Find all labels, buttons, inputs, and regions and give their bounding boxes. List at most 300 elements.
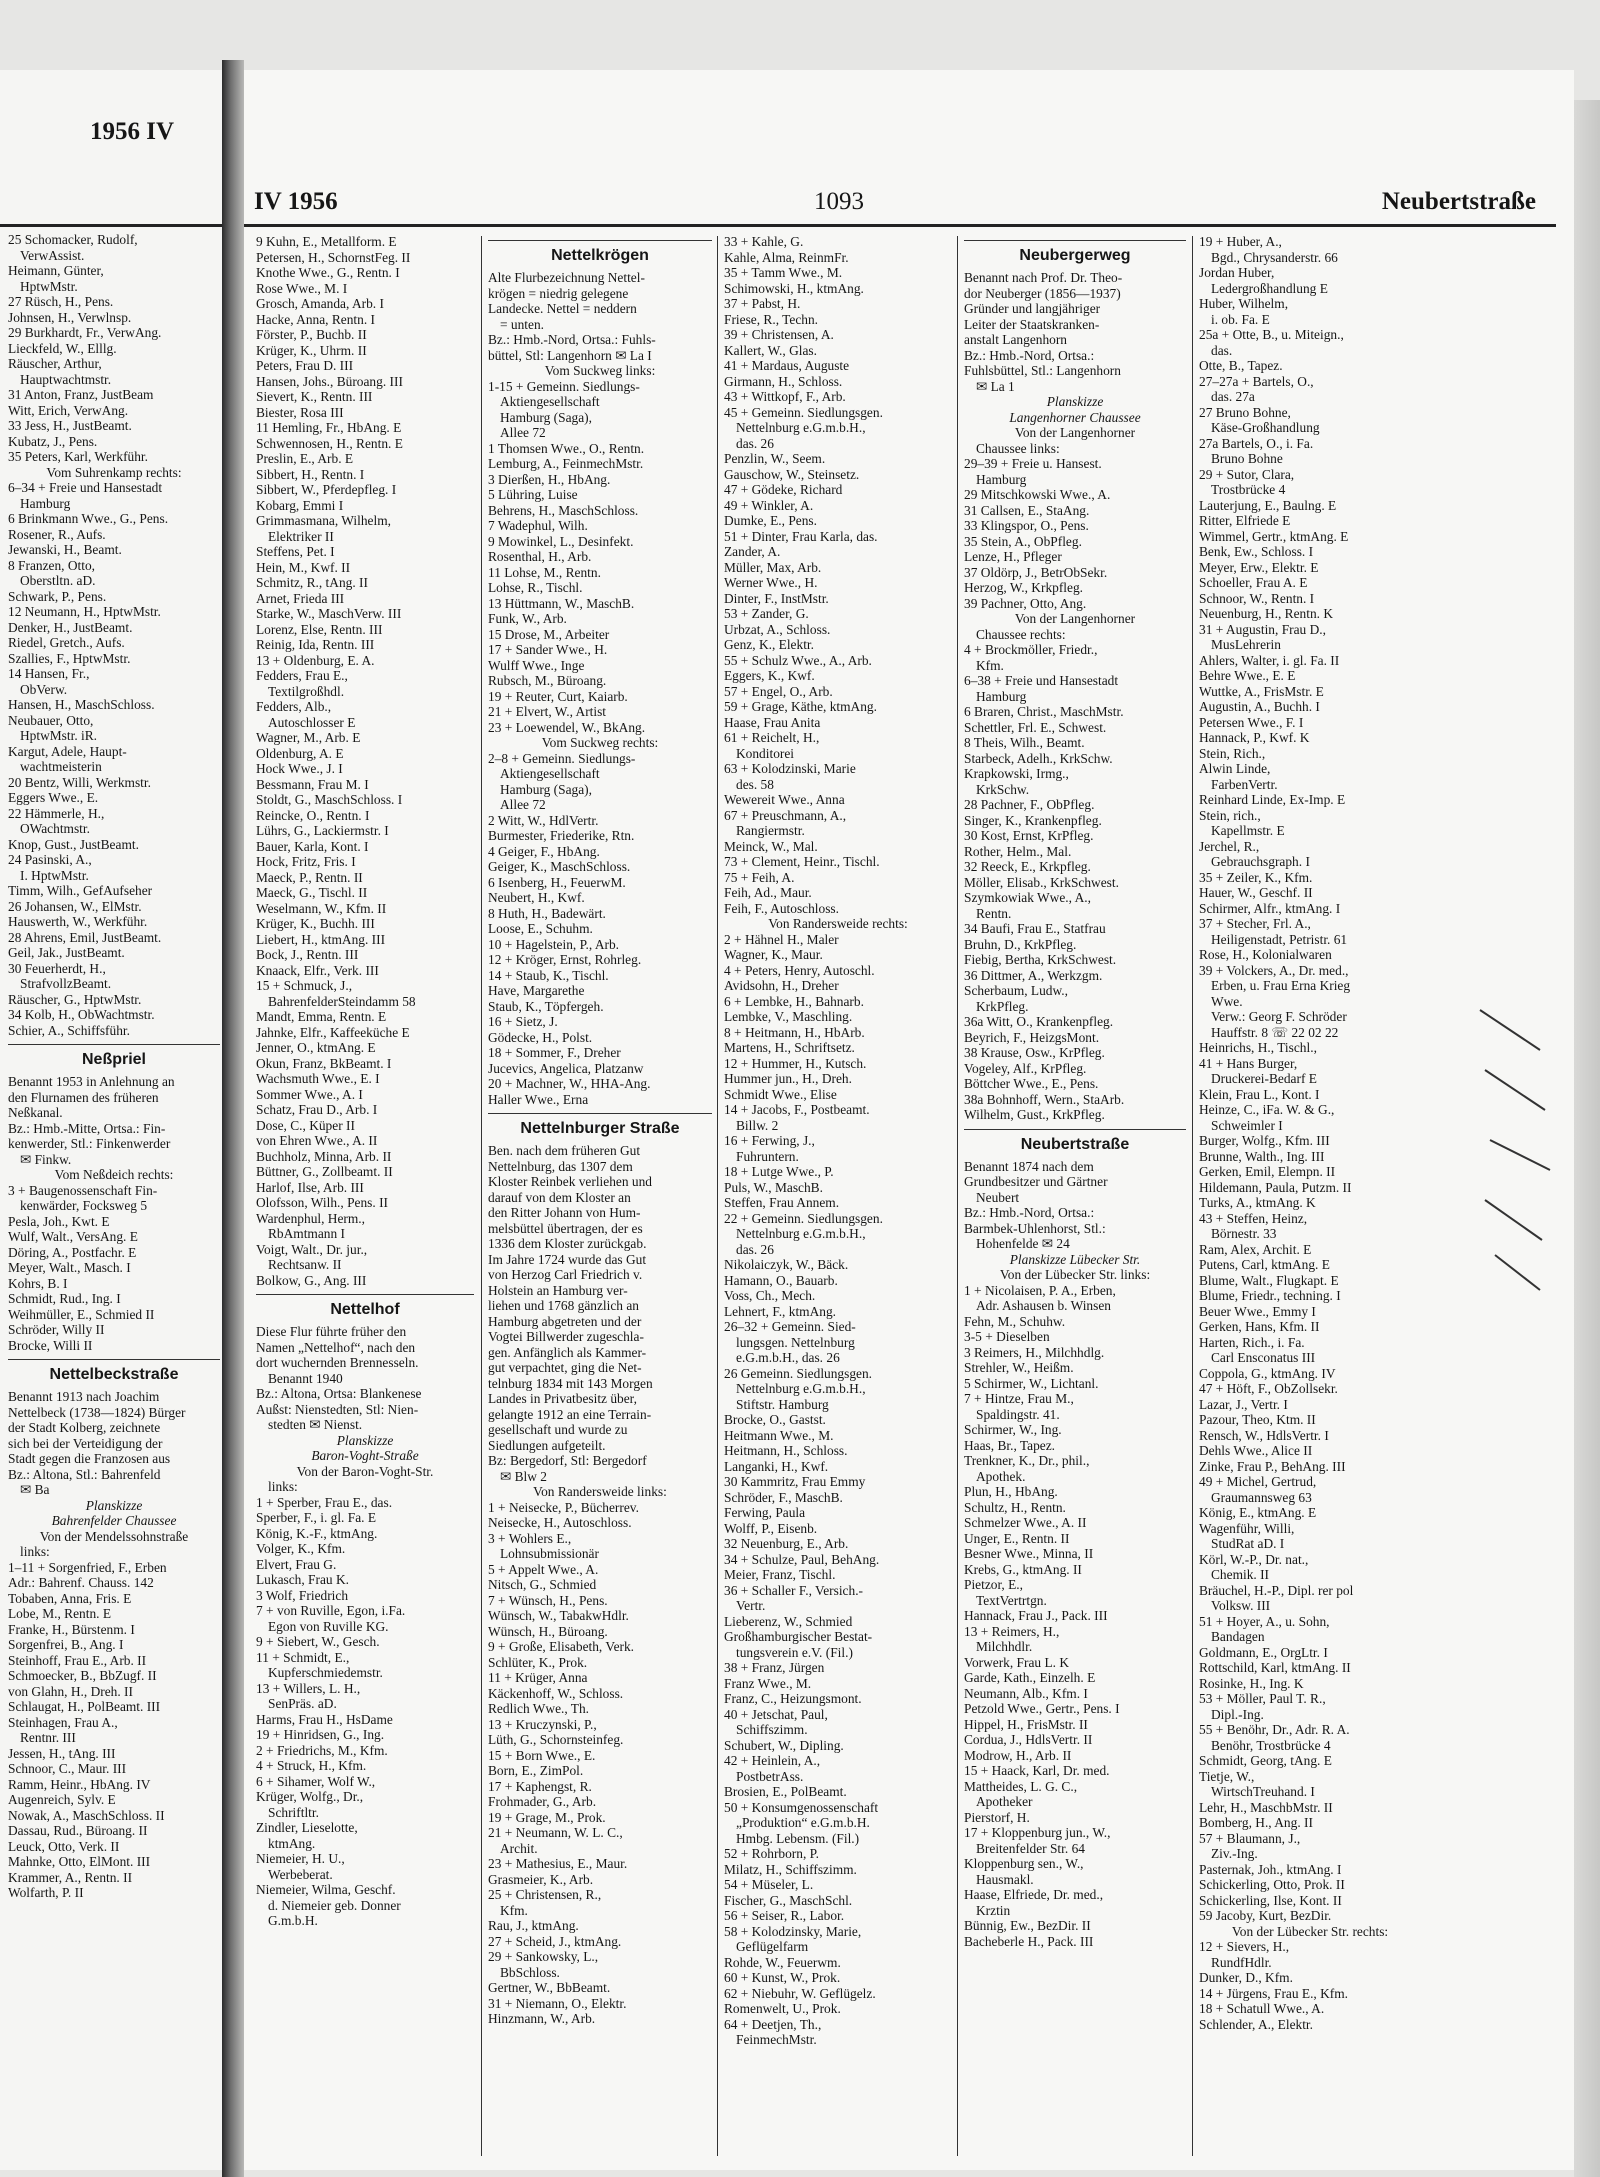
directory-entry: 2 + Hähnel H., Maler: [724, 931, 839, 947]
directory-entry: 21 + Elvert, W., Artist: [488, 704, 607, 719]
directory-entry-continuation: Hohenfelde ✉ 24: [976, 1236, 1070, 1251]
directory-entry: Jahnke, Elfr., Kaffeeküche E: [256, 1024, 410, 1040]
directory-entry: Petersen Wwe., F. I: [1199, 714, 1304, 730]
directory-entry: Rubsch, M., Büroang.: [488, 673, 607, 688]
directory-entry: 9 + Große, Elisabeth, Verk.: [488, 1639, 635, 1654]
directory-entry-continuation: Schiffszimm.: [736, 1722, 808, 1737]
directory-entry: Haase, Frau Anita: [724, 714, 821, 730]
directory-entry: 4 + Peters, Henry, Autoschl.: [724, 962, 875, 978]
directory-entry: 45 + Gemeinn. Siedlungsgen.: [724, 404, 883, 420]
directory-entry-continuation: Hauffstr. 8 ☏ 22 02 22: [1211, 1024, 1339, 1040]
directory-entry-continuation: Schweimler I: [1211, 1117, 1283, 1133]
directory-entry: Wolfarth, P. II: [8, 1885, 84, 1900]
directory-entry: 15 + Schmuck, J.,: [256, 978, 353, 993]
directory-entry-continuation: Nettelnburg e.G.m.b.H.,: [736, 420, 866, 435]
directory-entry: Steffens, Pet. I: [256, 544, 335, 559]
directory-entry-continuation: Benannt 1940: [268, 1370, 343, 1386]
directory-entry: Nowak, A., MaschSchloss. II: [8, 1807, 165, 1823]
directory-entry: Blume, Walt., Flugkapt. E: [1199, 1272, 1339, 1288]
directory-entry-continuation: Hamburg: [20, 495, 71, 511]
directory-entry: Gödecke, H., Polst.: [488, 1029, 593, 1045]
directory-entry: Jucevics, Angelica, Platzanw: [488, 1060, 644, 1076]
directory-entry: büttel, Stl: Langenhorn ✉ La I: [488, 347, 652, 363]
directory-entry: 30 Kammritz, Frau Emmy: [724, 1474, 866, 1489]
directory-entry-continuation: Fuhruntern.: [736, 1148, 799, 1164]
directory-entry: 12 + Sievers, H.,: [1199, 1939, 1290, 1954]
directory-entry: 6 + Lembke, H., Bahnarb.: [724, 993, 864, 1009]
directory-entry-continuation: das. 26: [736, 435, 774, 451]
directory-entry: 14 Hansen, Fr.,: [8, 666, 90, 681]
directory-entry: 31 Anton, Franz, JustBeam: [8, 387, 154, 402]
directory-entry-continuation: Börnestr. 33: [1211, 1226, 1277, 1241]
directory-entry: Wachsmuth Wwe., E. I: [256, 1071, 380, 1086]
directory-entry: Neumann, Alb., Kfm. I: [964, 1685, 1088, 1701]
directory-entry: Starbeck, Adelh., KrkSchw.: [964, 750, 1113, 766]
directory-entry-continuation: Ledergroßhandlung E: [1211, 280, 1328, 296]
directory-entry: Nettelnburg, das 1307 dem: [488, 1158, 633, 1174]
directory-entry: 34 Baufi, Frau E., Statfrau: [964, 921, 1106, 936]
directory-entry: 27 Rüsch, H., Pens.: [8, 294, 114, 309]
directory-entry-continuation: Chemik. II: [1211, 1567, 1270, 1582]
directory-entry: 73 + Clement, Heinr., Tischl.: [724, 854, 880, 869]
directory-entry-continuation: Heiligenstadt, Petristr. 61: [1211, 931, 1348, 947]
directory-entry: Vorwerk, Frau L. K: [964, 1654, 1069, 1670]
directory-entry: Maeck, P., Rentn. II: [256, 869, 363, 885]
directory-entry: 6–38 + Freie und Hansestadt: [964, 673, 1119, 688]
column-divider: [1192, 236, 1193, 2156]
directory-entry: 20 Bentz, Willi, Werkmstr.: [8, 774, 151, 790]
directory-entry-continuation: Billw. 2: [736, 1117, 779, 1133]
directory-entry: Sievert, K., Rentn. III: [256, 389, 373, 404]
directory-entry: 32 Reeck, E., Krkpfleg.: [964, 859, 1091, 874]
directory-entry: 42 + Heinlein, A.,: [724, 1753, 821, 1768]
directory-entry: Lenze, H., Pfleger: [964, 549, 1062, 564]
directory-entry: Wünsch, W., TabakwHdlr.: [488, 1608, 629, 1623]
directory-entry: 30 Feuerherdt, H.,: [8, 960, 106, 976]
plan-sketch-note: Planskizze: [336, 1432, 394, 1448]
directory-entry: Grosch, Amanda, Arb. I: [256, 296, 384, 311]
column-divider: [717, 236, 718, 2156]
directory-entry: Franke, H., Bürstenm. I: [8, 1621, 135, 1637]
directory-entry: Harms, Frau H., HsDame: [256, 1711, 393, 1727]
directory-entry: Scherbaum, Ludw.,: [964, 983, 1068, 998]
directory-entry: von Glahn, H., Dreh. II: [8, 1683, 133, 1699]
directory-entry: Schröder, Willy II: [8, 1322, 105, 1337]
handwritten-margin-marks: [1470, 1000, 1560, 1300]
directory-entry-continuation: ktmAng.: [268, 1835, 316, 1851]
directory-entry: Krammer, A., Rentn. II: [8, 1869, 133, 1885]
directory-entry: Schwennosen, H., Rentn. E: [256, 435, 403, 451]
directory-entry: Eggers, K., Kwf.: [724, 668, 815, 683]
directory-entry: 9 Kuhn, E., Metallform. E: [256, 234, 397, 249]
plan-sketch-note: Bahrenfelder Chaussee: [51, 1513, 177, 1528]
directory-entry: Gertner, W., BbBeamt.: [488, 1980, 611, 1995]
directory-entry: Elvert, Frau G.: [256, 1556, 337, 1572]
directory-entry: Jordan Huber,: [1199, 265, 1275, 280]
directory-entry: Behrens, H., MaschSchloss.: [488, 502, 639, 518]
directory-entry: König, K.-F., ktmAng.: [256, 1525, 378, 1541]
street-heading: Nettelbeckstraße: [8, 1359, 220, 1386]
directory-entry: Augenreich, Sylv. E: [8, 1792, 116, 1807]
directory-entry: Huber, Wilhelm,: [1199, 296, 1289, 311]
directory-entry: Liebert, H., ktmAng. III: [256, 931, 386, 947]
directory-entry: Puls, W., MaschB.: [724, 1179, 823, 1195]
directory-entry: Feih, Ad., Maur.: [724, 885, 812, 900]
directory-entry: 12 Neumann, H., HptwMstr.: [8, 604, 161, 619]
left-page-column: [8, 232, 220, 2162]
directory-entry-continuation: links:: [268, 1479, 298, 1494]
directory-entry: Have, Margarethe: [488, 983, 585, 998]
directory-entry-continuation: Rentnr. III: [20, 1730, 76, 1745]
directory-entry: Schier, A., Schiffsführ.: [8, 1022, 130, 1038]
directory-entry-continuation: Erben, u. Frau Erna Krieg: [1211, 978, 1351, 993]
directory-entry: Bräuchel, H.-P., Dipl. rer pol: [1199, 1582, 1354, 1598]
directory-entry-continuation: Apothek.: [976, 1468, 1026, 1484]
directory-entry: Diese Flur führte früher den: [256, 1324, 407, 1339]
directory-entry: 11 + Krüger, Anna: [488, 1670, 588, 1685]
directory-entry: 21 + Neumann, W. L. C.,: [488, 1825, 623, 1840]
directory-entry: Wünsch, H., Büroang.: [488, 1623, 608, 1639]
directory-entry-continuation: Nettelnburg e.G.m.b.H.,: [736, 1226, 866, 1241]
directory-entry: Turks, A., ktmAng. K: [1199, 1195, 1316, 1210]
directory-entry: 49 + Michel, Gertrud,: [1199, 1474, 1317, 1489]
directory-entry: Otte, B., Tapez.: [1199, 358, 1283, 373]
directory-entry: 3 + Baugenossenschaft Fin-: [8, 1182, 158, 1198]
directory-entry: Wuttke, A., FrisMstr. E: [1199, 683, 1324, 699]
directory-entry: dor Neuberger (1856—1937): [964, 285, 1121, 301]
directory-entry: 7 + Wünsch, H., Pens.: [488, 1592, 608, 1608]
directory-entry: 14 + Jacobs, F., Postbeamt.: [724, 1102, 870, 1117]
directory-entry: 23 + Mathesius, E., Maur.: [488, 1856, 628, 1871]
directory-entry-continuation: Chaussee links:: [976, 440, 1060, 456]
directory-entry-continuation: Rangiermstr.: [736, 823, 805, 838]
directory-entry-continuation: Kupferschmiedemstr.: [268, 1665, 383, 1680]
directory-entry: gesellschaft und wurde zu: [488, 1422, 628, 1437]
directory-entry: 27 + Scheid, J., ktmAng.: [488, 1933, 622, 1949]
directory-entry: Lohse, R., Tischl.: [488, 580, 583, 595]
directory-entry: 16 + Sietz, J.: [488, 1014, 558, 1029]
directory-entry: Alte Flurbezeichnung Nettel-: [488, 270, 645, 285]
directory-entry: 8 Theis, Wilh., Beamt.: [964, 735, 1085, 750]
directory-entry-continuation: Breitenfelder Str. 64: [976, 1840, 1085, 1856]
directory-entry-continuation: FarbenVertr.: [1211, 776, 1278, 792]
directory-entry: Steinhagen, Frau A.,: [8, 1714, 118, 1730]
directory-entry: Kargut, Adele, Haupt-: [8, 743, 127, 759]
directory-entry: Meyer, Walt., Masch. I: [8, 1260, 131, 1275]
directory-entry: 59 + Grage, Käthe, ktmAng.: [724, 699, 877, 714]
directory-column-3: [724, 234, 952, 2164]
directory-entry: 19 + Reuter, Curt, Kaiarb.: [488, 688, 628, 704]
directory-entry: 3 Reimers, H., Milchhdlg.: [964, 1344, 1105, 1360]
directory-entry: Brocke, O., Gastst.: [724, 1412, 826, 1427]
directory-entry: Adr.: Bahrenf. Chauss. 142: [8, 1575, 154, 1590]
directory-entry: Gerken, Emil, Elempn. II: [1199, 1164, 1336, 1179]
directory-entry-continuation: Aktiengesellschaft: [500, 766, 600, 781]
directory-entry: 9 Mowinkel, L., Desinfekt.: [488, 533, 634, 549]
directory-entry: Garde, Kath., Einzelh. E: [964, 1670, 1096, 1685]
directory-entry: Behre Wwe., E. E: [1199, 668, 1296, 683]
directory-entry: 60 + Kunst, W., Prok.: [724, 1970, 841, 1985]
directory-entry: Lauterjung, E., Baulng. E: [1199, 497, 1337, 513]
directory-entry: 36 + Schaller F., Versich.-: [724, 1582, 863, 1598]
directory-entry: Lehnert, F., ktmAng.: [724, 1303, 836, 1319]
directory-entry: 38 Krause, Osw., KrPfleg.: [964, 1045, 1105, 1060]
directory-entry: Friese, R., Techn.: [724, 311, 819, 327]
directory-entry: 2 Witt, W., HdlVertr.: [488, 812, 599, 828]
directory-entry: Brocke, Willi II: [8, 1337, 93, 1353]
directory-entry: Benannt 1874 nach dem: [964, 1158, 1094, 1174]
directory-entry: Alwin Linde,: [1199, 761, 1271, 776]
directory-entry: kenwerder, Stl.: Finkenwerder: [8, 1136, 171, 1151]
directory-entry: Feih, F., Autoschloss.: [724, 900, 839, 916]
directory-entry: Benk, Ew., Schloss. I: [1199, 544, 1314, 559]
directory-entry: Räuscher, Arthur,: [8, 356, 102, 371]
directory-entry: Hock Wwe., J. I: [256, 761, 343, 776]
plan-sketch-note: Langenhorner Chaussee: [1009, 409, 1141, 425]
directory-column-2: [488, 234, 712, 2164]
directory-entry: melsbüttel übertragen, der es: [488, 1220, 643, 1236]
direction-subheading: Von der Lübecker Str. links:: [999, 1267, 1151, 1282]
street-heading: Neubergerweg: [964, 240, 1186, 267]
directory-entry: Benannt 1953 in Anlehnung an: [8, 1074, 175, 1089]
directory-entry: Heinrichs, H., Tischl.,: [1199, 1040, 1317, 1055]
directory-entry-continuation: e.G.m.b.H., das. 26: [736, 1350, 840, 1365]
directory-entry-continuation: Carl Ensconatus III: [1211, 1350, 1316, 1365]
directory-entry: Avidsohn, H., Dreher: [724, 978, 839, 993]
directory-entry-continuation: Käse-Großhandlung: [1211, 420, 1320, 435]
directory-entry: Landecke. Nettel = neddern: [488, 301, 637, 316]
directory-entry: 53 + Zander, G.: [724, 606, 809, 621]
directory-entry: 47 + Höft, F., ObZollsekr.: [1199, 1381, 1338, 1396]
directory-entry: Weselmann, W., Kfm. II: [256, 900, 387, 916]
directory-entry: Riedel, Gretch., Aufs.: [8, 635, 125, 650]
directory-entry: Grimmasmana, Wilhelm,: [256, 513, 391, 528]
directory-entry: 18 + Lutge Wwe., P.: [724, 1164, 834, 1179]
directory-entry: Gerken, Hans, Kfm. II: [1199, 1319, 1320, 1334]
directory-entry: Staub, K., Töpfergeh.: [488, 998, 604, 1014]
directory-entry: 2 + Friedrichs, M., Kfm.: [256, 1742, 388, 1758]
directory-entry: Sibbert, H., Rentn. I: [256, 466, 365, 482]
directory-entry: 24 Pasinski, A.,: [8, 852, 92, 867]
directory-entry: 1–11 + Sorgenfried, F., Erben: [8, 1559, 167, 1575]
directory-entry: Wulff Wwe., Inge: [488, 657, 585, 673]
directory-entry: Peters, Frau D. III: [256, 358, 354, 373]
directory-entry: Fischer, G., MaschSchl.: [724, 1892, 853, 1908]
directory-entry: 55 + Benöhr, Dr., Adr. R. A.: [1199, 1722, 1350, 1737]
directory-entry: Girmann, H., Schloss.: [724, 373, 843, 389]
directory-entry: Pietzor, E.,: [964, 1577, 1023, 1592]
directory-entry: Burger, Wolfg., Kfm. III: [1199, 1133, 1330, 1148]
directory-entry: Redlich Wwe., Th.: [488, 1701, 590, 1716]
directory-entry-continuation: Rechtsanw. II: [268, 1257, 342, 1272]
directory-entry: 32 Neuenburg, E., Arb.: [724, 1536, 849, 1551]
directory-entry: Jenner, O., ktmAng. E: [256, 1040, 376, 1055]
directory-entry: Reincke, O., Rentn. I: [256, 807, 370, 823]
directory-entry-continuation: Apotheker: [976, 1794, 1033, 1809]
directory-entry: Rosener, R., Aufs.: [8, 526, 106, 542]
directory-entry: 5 Schirmer, W., Lichtanl.: [964, 1375, 1099, 1391]
directory-entry-continuation: i. ob. Fa. E: [1211, 311, 1270, 327]
directory-entry-continuation: „Produktion“ e.G.m.b.H.: [736, 1815, 870, 1830]
directory-entry: Beuer Wwe., Emmy I: [1199, 1303, 1316, 1319]
directory-entry-continuation: Geflügelfarm: [736, 1939, 809, 1954]
direction-subheading: Vom Suckweg links:: [544, 363, 656, 378]
directory-entry-continuation: Hamburg: [976, 471, 1027, 487]
directory-entry: Witt, Erich, VerwAng.: [8, 402, 129, 418]
directory-entry: Bz.: Hmb.-Nord, Ortsa.:: [964, 1205, 1095, 1220]
directory-entry-continuation: Dipl.-Ing.: [1211, 1706, 1264, 1722]
directory-entry-continuation: ✉ Ba: [20, 1482, 50, 1497]
directory-entry: Hock, Fritz, Fris. I: [256, 854, 356, 869]
directory-entry: Genz, K., Elektr.: [724, 637, 814, 652]
directory-entry-continuation: Autoschlosser E: [268, 714, 356, 730]
directory-entry: Namen „Nettelhof“, nach den: [256, 1339, 416, 1355]
directory-entry-continuation: Verw.: Georg F. Schröder: [1211, 1009, 1347, 1024]
directory-entry: 56 + Seiser, R., Labor.: [724, 1908, 845, 1923]
directory-entry: 4 Geiger, F., HbAng.: [488, 843, 600, 859]
directory-entry: Schnoor, C., Maur. III: [8, 1761, 127, 1776]
directory-entry-continuation: Elektriker II: [268, 528, 334, 544]
directory-entry: 2–8 + Gemeinn. Siedlungs-: [488, 750, 636, 766]
directory-entry: Hacke, Anna, Rentn. I: [256, 311, 375, 327]
directory-entry: Petersen, H., SchornstFeg. II: [256, 249, 411, 265]
directory-entry: Mattheides, L. G. C.,: [964, 1778, 1078, 1794]
directory-entry: Strehler, W., Heißm.: [964, 1360, 1074, 1375]
directory-column-1: [256, 234, 474, 2164]
directory-entry: Klein, Frau L., Kont. I: [1199, 1086, 1320, 1102]
directory-entry: 22 Hämmerle, H.,: [8, 805, 105, 821]
directory-entry: 35 Stein, A., ObPfleg.: [964, 533, 1082, 549]
directory-entry: Lobe, M., Rentn. E: [8, 1606, 112, 1621]
directory-entry: 4 + Struck, H., Kfm.: [256, 1758, 367, 1773]
directory-entry: 1-15 + Gemeinn. Siedlungs-: [488, 378, 640, 394]
directory-entry: telnburg 1834 mit 143 Morgen: [488, 1375, 653, 1391]
directory-entry: Werner Wwe., H.: [724, 575, 818, 590]
directory-entry: Nikolaiczyk, W., Bäck.: [724, 1257, 849, 1272]
directory-entry: Langanki, H., Kwf.: [724, 1458, 829, 1474]
directory-entry: 12 + Kröger, Ernst, Rohrleg.: [488, 952, 642, 967]
directory-entry: Pasternak, Joh., ktmAng. I: [1199, 1861, 1342, 1877]
directory-entry: Fehn, M., Schuhw.: [964, 1313, 1066, 1329]
directory-entry: Neubauer, Otto,: [8, 712, 94, 728]
directory-entry: darauf von dem Kloster an: [488, 1189, 631, 1205]
directory-entry: Wewereit Wwe., Anna: [724, 792, 845, 807]
directory-entry: Hansen, H., MaschSchloss.: [8, 697, 155, 712]
directory-entry-continuation: BbSchloss.: [500, 1964, 560, 1980]
directory-entry: Siedlungen aufgeteilt.: [488, 1437, 606, 1453]
directory-entry: 36 Dittmer, A., Werkzgm.: [964, 967, 1103, 983]
directory-entry-continuation: FeinmechMstr.: [736, 2032, 817, 2047]
directory-entry: sich bei der Verteidigung der: [8, 1435, 163, 1451]
directory-entry-continuation: Adr. Ashausen b. Winsen: [976, 1298, 1111, 1313]
directory-entry: 11 Hemling, Fr., HbAng. E: [256, 420, 402, 435]
directory-entry-continuation: Krztin: [976, 1902, 1011, 1918]
directory-entry: 31 Callsen, E., StaAng.: [964, 502, 1090, 518]
directory-entry-continuation: d. Niemeier geb. Donner: [268, 1897, 401, 1913]
directory-entry: Rother, Helm., Mal.: [964, 843, 1072, 859]
direction-subheading: Von der Mendelssohnstraße: [39, 1528, 189, 1544]
directory-entry: Geil, Jak., JustBeamt.: [8, 945, 125, 960]
directory-entry: Knaack, Elfr., Verk. III: [256, 962, 379, 978]
directory-entry: 13 + Kruczynski, P.,: [488, 1716, 597, 1732]
directory-entry: Preslin, E., Arb. E: [256, 451, 354, 466]
directory-entry: Grundbesitzer und Gärtner: [964, 1174, 1108, 1189]
directory-entry: Rohde, W., Feuerwm.: [724, 1954, 841, 1970]
directory-entry: Geiger, K., MaschSchloss.: [488, 859, 631, 874]
directory-entry: Kobarg, Emmi I: [256, 497, 344, 513]
directory-entry: 18 + Schatull Wwe., A.: [1199, 2001, 1325, 2016]
directory-entry: Lembke, V., Maschling.: [724, 1009, 853, 1024]
column-divider: [481, 236, 482, 2156]
directory-entry: Räuscher, G., HptwMstr.: [8, 991, 142, 1007]
directory-entry: Landes in Privatbesitz über,: [488, 1391, 637, 1406]
directory-entry: dort wuchernden Brennesseln.: [256, 1355, 419, 1370]
directory-entry: Bz.: Hmb.-Mitte, Ortsa.: Fin-: [8, 1120, 166, 1136]
directory-entry: 63 + Kolodzinski, Marie: [724, 761, 856, 776]
directory-entry: 13 + Reimers, H.,: [964, 1623, 1060, 1639]
directory-entry: Heitmann Wwe., M.: [724, 1427, 834, 1443]
directory-entry: Schwark, P., Pens.: [8, 588, 107, 604]
directory-entry: 59 Jacoby, Kurt, BezDir.: [1199, 1908, 1332, 1923]
directory-entry: 3 Wolf, Friedrich: [256, 1587, 349, 1603]
directory-entry: Ramm, Heinr., HbAng. IV: [8, 1776, 151, 1792]
directory-entry: 5 Lühring, Luise: [488, 487, 578, 502]
directory-entry: Schimowski, H., ktmAng.: [724, 280, 864, 296]
directory-entry-continuation: Schriftltr.: [268, 1804, 319, 1820]
directory-entry: Krüger, K., Buchh. III: [256, 916, 375, 931]
directory-entry-continuation: wachtmeisterin: [20, 759, 102, 774]
directory-column-5: [1199, 234, 1421, 2164]
directory-entry: 33 + Kahle, G.: [724, 234, 804, 249]
directory-entry: Hannack, Frau J., Pack. III: [964, 1608, 1108, 1623]
directory-entry: 43 + Steffen, Heinz,: [1199, 1210, 1308, 1226]
directory-entry: 1 + Sperber, Frau E., das.: [256, 1494, 393, 1510]
directory-entry: Im Jahre 1724 wurde das Gut: [488, 1251, 647, 1267]
directory-entry: Steinhoff, Frau E., Arb. II: [8, 1652, 147, 1668]
directory-entry: 52 + Rohrborn, P.: [724, 1846, 819, 1861]
directory-entry: 1336 dem Kloster zurückgab.: [488, 1236, 647, 1251]
directory-entry-continuation: StrafvollzBeamt.: [20, 976, 112, 991]
directory-entry: Großhamburgischer Bestat-: [724, 1629, 873, 1644]
directory-entry: Pazour, Theo, Ktm. II: [1199, 1412, 1316, 1427]
directory-entry: Fedders, Alb.,: [256, 699, 332, 714]
directory-entry: Jessen, H., tAng. III: [8, 1745, 116, 1761]
directory-entry: Milatz, H., Schiffszimm.: [724, 1861, 857, 1877]
directory-entry: 39 + Volckers, A., Dr. med.,: [1199, 962, 1349, 978]
directory-entry: Grasmeier, K., Arb.: [488, 1871, 594, 1887]
directory-entry: 6–34 + Freie und Hansestadt: [8, 480, 163, 495]
street-heading: Nettelhof: [256, 1294, 474, 1321]
directory-entry-continuation: Graumannsweg 63: [1211, 1489, 1312, 1505]
directory-entry: 54 + Müseler, L.: [724, 1877, 814, 1892]
directory-entry: 20 + Machner, W., HHA-Ang.: [488, 1076, 651, 1091]
directory-entry: Käckenhoff, W., Schloss.: [488, 1685, 624, 1701]
directory-entry: 62 + Niebuhr, W. Geflügelz.: [724, 1985, 876, 2001]
left-page: [0, 70, 222, 2170]
directory-entry: Haase, Elfriede, Dr. med.,: [964, 1887, 1104, 1902]
directory-entry: Born, E., ZimPol.: [488, 1763, 584, 1778]
directory-entry: 11 + Schmidt, E.,: [256, 1649, 350, 1665]
directory-entry: Neisecke, H., Autoschloss.: [488, 1515, 632, 1530]
directory-entry: 40 + Jetschat, Paul,: [724, 1706, 828, 1722]
directory-entry: 22 + Gemeinn. Siedlungsgen.: [724, 1210, 883, 1226]
directory-entry: Schickerling, Ilse, Kont. II: [1199, 1892, 1342, 1908]
directory-entry: Voigt, Walt., Dr. jur.,: [256, 1241, 368, 1257]
directory-entry: Schmidt Wwe., Elise: [724, 1086, 837, 1102]
directory-entry: Starke, W., MaschVerw. III: [256, 606, 402, 621]
directory-entry: Holstein an Hamburg ver-: [488, 1282, 628, 1298]
directory-entry: 6 + Sihamer, Wolf W.,: [256, 1773, 376, 1789]
